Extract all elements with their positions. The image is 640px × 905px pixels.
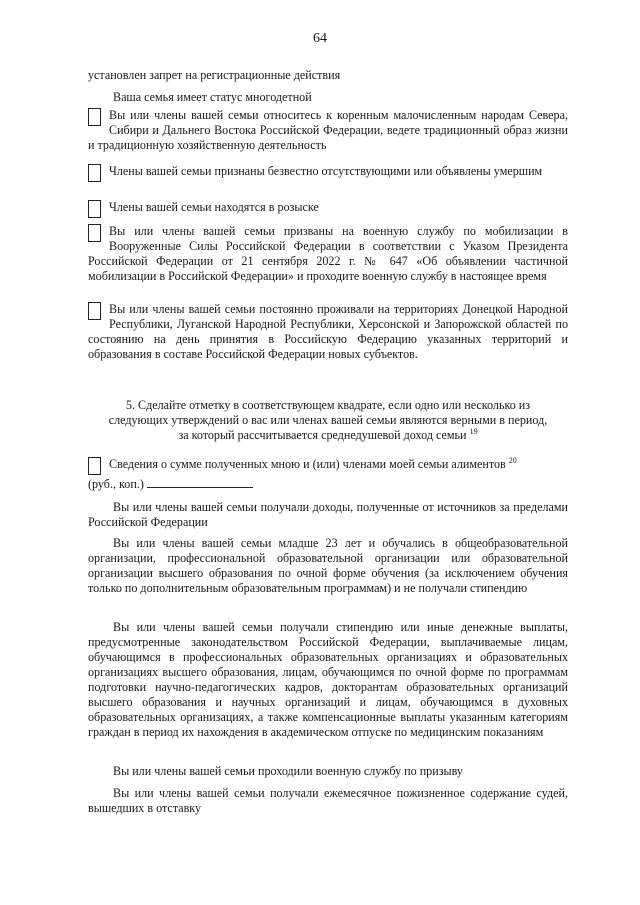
alimony-text: Сведения о сумме полученных мною и (или) членами моей семьи алиментов: [109, 457, 506, 471]
checkbox-item-text: Члены вашей семьи находятся в розыске: [109, 200, 319, 214]
section-heading-line: следующих утверждений о вас или членах вашей семьи являются верными в период,: [108, 413, 548, 427]
statement-text: Вы или члены вашей семьи получали доходы, полученные от источников за пределами Российской Федерации: [88, 500, 568, 529]
checkbox[interactable]: [88, 224, 101, 242]
statement-text: Вы или члены вашей семьи младше 23 лет и обучались в общеобразовательной организации, профессиональной образовательной организации или образовательной организации высшего образования по очной форме обучения (за исключением обучения только по дополнительным образовательным программам) и не получали стипендию: [88, 536, 568, 595]
checkbox-item: [88, 224, 568, 284]
alimony-amount-field[interactable]: [147, 477, 253, 488]
checkbox-item-text: Члены вашей семьи признаны безвестно отсутствующими или объявлены умершим: [109, 164, 543, 178]
checkbox-item: [88, 200, 568, 218]
section-heading-text: за который рассчитывается среднедушевой доход семьи: [178, 428, 467, 442]
text-line: установлен запрет на регистрационные действия: [88, 68, 341, 82]
statement-text: Вы или члены вашей семьи получали стипендию или иные денежные выплаты, предусмотренные законодательством Российской Федерации, выплачиваемые лицам, обучающимся в профессиональных образовательных организациях и образовательных организациях высшего образования, лицам, обучающимся по очной форме по программам подготовки научно-педагогических кадров, докторантам образовательных организаций высшего образования и научных организаций и лицам, обучающимся в духовных образовательных организациях, а также компенсационные выплаты указанным категориям граждан в период их нахождения в академическом отпуске по медицинским показаниям: [88, 620, 568, 739]
statement-text: Вы или члены вашей семьи проходили военную службу по призыву: [113, 764, 463, 778]
checkbox-item: [88, 164, 568, 182]
checkbox[interactable]: [88, 457, 101, 475]
checkbox[interactable]: [88, 164, 101, 182]
checkbox-item: [88, 108, 568, 153]
checkbox-item-text: Вы или члены вашей семьи постоянно проживали на территориях Донецкой Народной Республики, Луганской Народной Республики, Херсонской и Запорожской областей по состоянию на день принятия в Российскую Федерацию указанных территорий и образования в составе Российской Федерации новых субъектов.: [88, 302, 568, 361]
alimony-item: [88, 457, 568, 475]
statement-paragraph: [88, 786, 568, 816]
footnote-ref: 19: [469, 426, 478, 436]
statement-paragraph: [88, 620, 568, 740]
footnote-ref: 20: [508, 455, 517, 465]
statement-paragraph: [88, 764, 568, 779]
section-heading-line: [88, 428, 568, 443]
statement-paragraph: [88, 536, 568, 596]
statement-text: Вы или члены вашей семьи получали ежемесячное пожизненное содержание судей, вышедших в отставку: [88, 786, 568, 815]
text-line: Ваша семья имеет статус многодетной: [113, 90, 312, 104]
checkbox-item-text: Вы или члены вашей семьи относитесь к коренным малочисленным народам Севера, Сибири и Дальнего Востока Российской Федерации, ведете традиционный образ жизни и традиционную хозяйственную деятельность: [88, 108, 568, 152]
checkbox-item: [88, 302, 568, 362]
section-heading-line: 5. Сделайте отметку в соответствующем квадрате, если одно или несколько из: [125, 398, 531, 412]
checkbox[interactable]: [88, 302, 101, 320]
statement-paragraph: [88, 500, 568, 530]
checkbox-item-text: Вы или члены вашей семьи призваны на военную службу по мобилизации в Вооруженные Силы Российской Федерации в соответствии с Указом Президента Российской Федерации от 21 сентября 2022 г. № 647 «Об объявлении частичной мобилизации в Российской Федерации» и проходите военную службу в настоящее время: [88, 224, 568, 283]
page-number: 64: [313, 31, 327, 46]
checkbox[interactable]: [88, 200, 101, 218]
checkbox[interactable]: [88, 108, 101, 126]
alimony-unit: (руб., коп.): [88, 477, 144, 491]
alimony-amount-line: [88, 477, 253, 492]
